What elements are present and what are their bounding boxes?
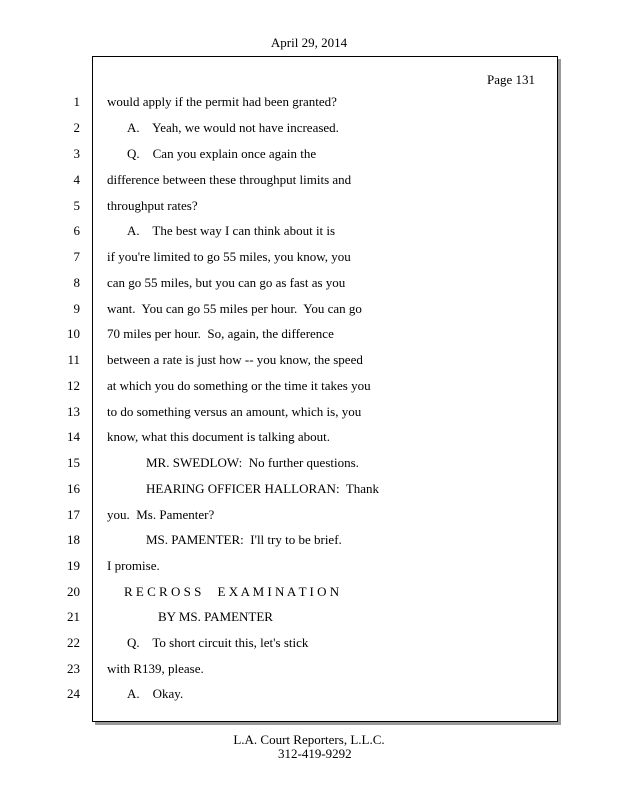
- line-number: 11: [67, 352, 80, 367]
- line-text: would apply if the permit had been granted?: [107, 94, 337, 109]
- line-number: 23: [67, 661, 80, 676]
- line-number: 14: [67, 429, 80, 444]
- line-text: if you're limited to go 55 miles, you know, you: [107, 249, 351, 264]
- line-text: MS. PAMENTER: I'll try to be brief.: [146, 532, 342, 547]
- line-number: 16: [67, 481, 80, 496]
- line-text: I promise.: [107, 558, 160, 573]
- line-text: to do something versus an amount, which is, you: [107, 404, 362, 419]
- line-number: 20: [67, 584, 80, 599]
- line-text: want. You can go 55 miles per hour. You can go: [107, 301, 362, 316]
- line-text: MR. SWEDLOW: No further questions.: [146, 455, 359, 470]
- line-number: 18: [67, 532, 80, 547]
- line-number: 21: [67, 609, 80, 624]
- line-number: 1: [73, 94, 80, 109]
- line-text: Q. Can you explain once again the: [127, 146, 317, 161]
- line-text: BY MS. PAMENTER: [158, 609, 273, 624]
- page-number: Page 131: [487, 72, 536, 87]
- line-text: throughput rates?: [107, 198, 198, 213]
- line-text: A. Okay.: [127, 686, 184, 701]
- line-number: 6: [73, 223, 80, 238]
- header-date: April 29, 2014: [270, 35, 348, 50]
- line-text: between a rate is just how -- you know, the speed: [107, 352, 363, 367]
- line-number: 10: [67, 326, 80, 341]
- line-text: Q. To short circuit this, let's stick: [127, 635, 309, 650]
- line-text: can go 55 miles, but you can go as fast as you: [107, 275, 346, 290]
- line-number: 13: [67, 404, 80, 419]
- footer-phone: 312-419-9292: [278, 746, 352, 761]
- line-text: know, what this document is talking about.: [107, 429, 331, 444]
- line-number: 17: [67, 507, 80, 522]
- line-text: A. Yeah, we would not have increased.: [127, 120, 339, 135]
- line-number: 8: [73, 275, 80, 290]
- line-text: A. The best way I can think about it is: [127, 223, 336, 238]
- line-number: 9: [73, 301, 80, 316]
- line-number: 3: [73, 146, 80, 161]
- line-number: 19: [67, 558, 80, 573]
- section-heading: R E C R O S S E X A M I N A T I O N: [124, 584, 340, 599]
- line-text: at which you do something or the time it takes you: [107, 378, 371, 393]
- line-number: 7: [73, 249, 80, 264]
- line-number: 12: [67, 378, 80, 393]
- line-text: difference between these throughput limits and: [107, 172, 352, 187]
- line-number: 4: [73, 172, 80, 187]
- line-number: 22: [67, 635, 80, 650]
- line-text: 70 miles per hour. So, again, the difference: [107, 326, 334, 341]
- footer-company: L.A. Court Reporters, L.L.C.: [233, 732, 385, 747]
- line-number: 5: [73, 198, 80, 213]
- line-text: HEARING OFFICER HALLORAN: Thank: [146, 481, 380, 496]
- line-text: with R139, please.: [107, 661, 204, 676]
- line-number: 24: [67, 686, 80, 701]
- line-number: 15: [67, 455, 80, 470]
- line-number: 2: [73, 120, 80, 135]
- line-text: you. Ms. Pamenter?: [107, 507, 215, 522]
